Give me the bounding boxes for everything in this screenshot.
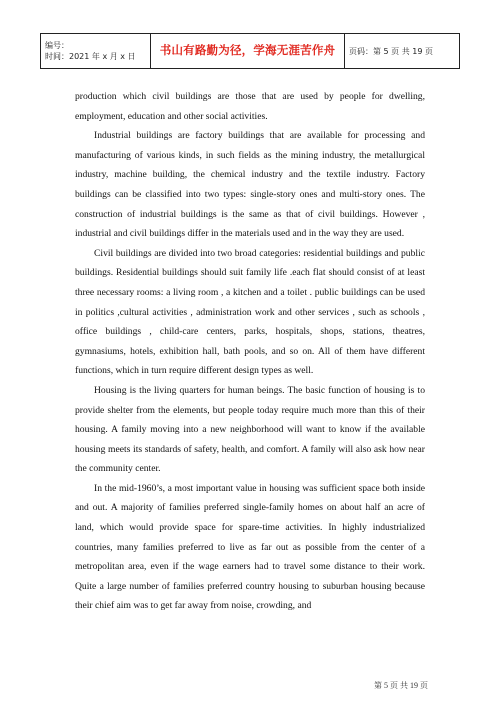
paragraph: In the mid-1960’s, a most important value in housing was sufficient space both inside and out. A majority of families preferred single-family homes on about half an acre of land, which would provide space for spare-time activities. In highly industrialized countries, many families preferred to live as far out as possible from the center of a metropolitan area, even if the wage earners had to travel some distance to their work. Quite a large number of families preferred country housing to suburban housing because their chief aim was to get far away from noise, crowding, and (75, 482, 425, 612)
paragraph: production which civil buildings are those that are used by people for dwelling, employment, education and other social activities. (75, 91, 425, 122)
page-footer: 第 5 页 共 19 页 (374, 681, 428, 690)
document-header (40, 33, 460, 69)
paragraph: Housing is the living quarters for human beings. The basic function of housing is to provide shelter from the elements, but people today require much more than this of their housing. A family moving into a new neighborhood will want to know if the available housing meets its standards of safety, health, and comfort. A family will also ask how near the community center. (75, 384, 425, 475)
document-body (75, 87, 425, 616)
number-label: 编号： (45, 41, 69, 50)
time-label: 时间：2021 年 x 月 x 日 (45, 52, 136, 61)
paragraph: Civil buildings are divided into two broad categories: residential buildings and public buildings. Residential buildings should suit family life .each flat should consist of at least three necessary rooms: a living room , a kitchen and a toilet . public buildings can be used in politics ,cultural activities , administration work and other services , such as schools , office buildings , child-care centers, parks, hospitals, shops, stations, theatres, gymnasiums, hotels, exhibition hall, bath pools, and so on. All of them have different functions, which in turn require different design types as well. (75, 247, 425, 377)
motto-text: 书山有路勤为径，学海无涯苦作舟 (159, 43, 336, 57)
paragraph: Industrial buildings are factory buildings that are available for processing and manufacturing of various kinds, in such fields as the mining industry, the metallurgical industry, machine building, the chemical industry and the textile industry. Factory buildings can be classified into two types: single-story ones and multi-story ones. The construction of industrial buildings is the same as that of civil buildings. However , industrial and civil buildings differ in the materials used and in the way they are used. (75, 130, 425, 240)
header-page-cell (345, 34, 460, 69)
header-page-info: 页码：第 5 页 共 19 页 (349, 46, 433, 56)
header-info-cell (41, 34, 151, 69)
header-motto-cell (151, 34, 345, 69)
